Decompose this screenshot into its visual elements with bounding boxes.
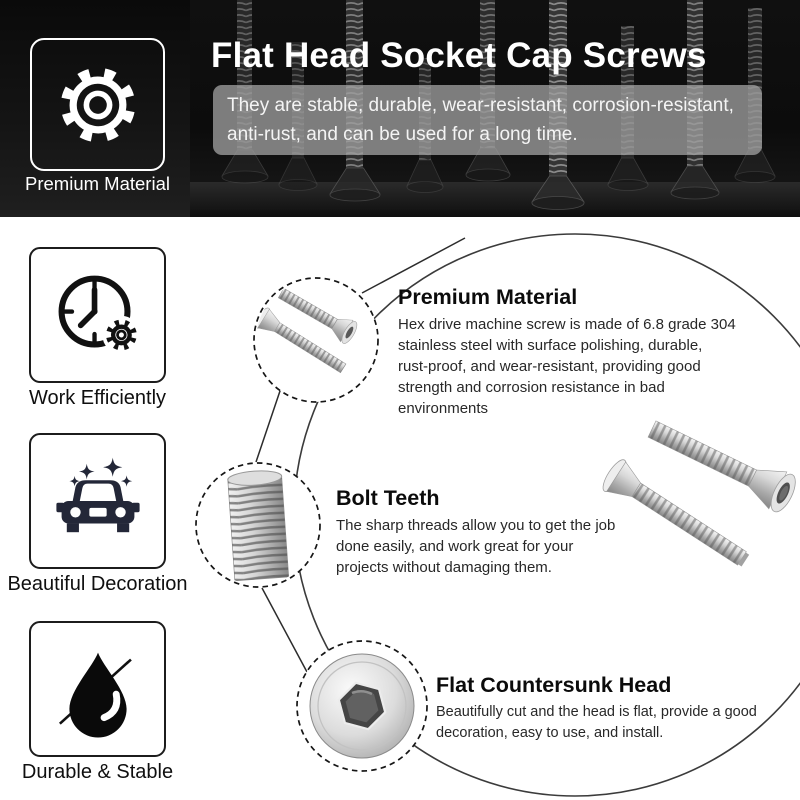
premium-material-badge-label: Premium Material [25,173,170,194]
callout-title: Premium Material [398,285,578,309]
feature-label: Durable & Stable [21,761,174,783]
hex-socket-head-closeup-photo [310,654,414,758]
callout-flat-countersunk-head [436,673,792,744]
two-flat-head-socket-cap-screws-photo [599,411,800,577]
feature-label: Work Efficiently [28,387,167,409]
callout-description: Beautifully cut and the head is flat, provide a good decoration, easy to use, and install. [436,704,757,741]
threaded-stud-closeup-photo [227,469,288,581]
premium-material-callout-circle [254,278,378,402]
callout-description: Hex drive machine screw is made of 6.8 grade 304 stainless steel with surface polishing, durable, rust-proof, and wear-resistant, providing good strength and corrosion resistance in bad environments [398,316,736,417]
banner-subtitle: They are stable, durable, wear-resistant, corrosion-resistant, anti-rust, and can be used for a long time. [227,95,734,145]
callout-premium-material [398,285,736,419]
callout-bolt-teeth [336,486,629,578]
callout-title: Flat Countersunk Head [436,673,672,697]
callout-description: The sharp threads allow you to get the job done easily, and work great for your projects without damaging them. [336,517,616,576]
feature-label: Beautiful Decoration [7,573,188,595]
callout-title: Bolt Teeth [336,486,440,510]
page-title: Flat Head Socket Cap Screws [211,36,707,75]
